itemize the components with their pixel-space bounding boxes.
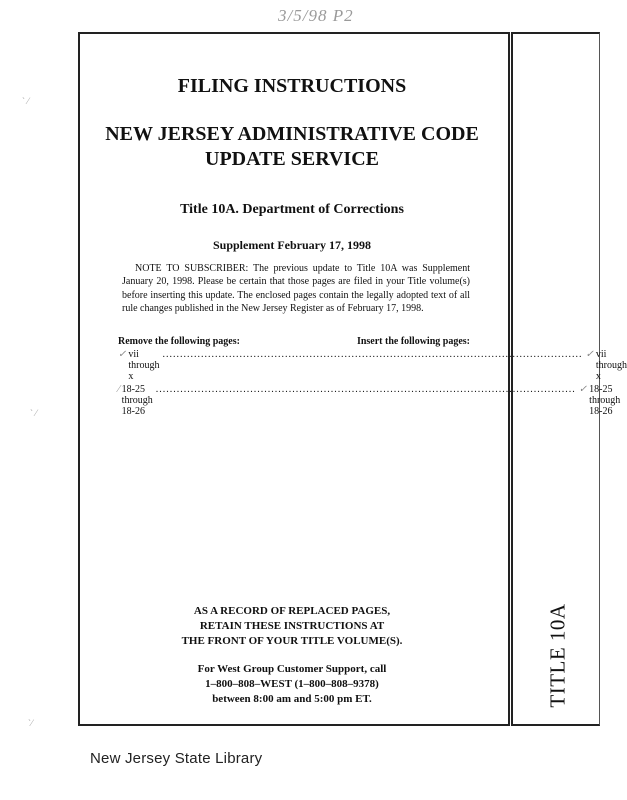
table-row	[118, 384, 621, 417]
record-instructions: AS A RECORD OF REPLACED PAGES, RETAIN THESE INSTRUCTIONS AT THE FRONT OF YOUR TITLE VOLUME(S).	[181, 605, 403, 647]
margin-mark: ` ⁄	[30, 408, 37, 418]
leader-dots: ........................................................................................................................	[155, 384, 576, 395]
note-to-subscriber: NOTE TO SUBSCRIBER: The previous update to Title 10A was Supplement January 20, 1998. Please be certain that those pages are filed in your Title volume(s) before inserting this update. The enclosed pages contain the legally adopted text of all rule changes published in the New Jersey Register as of February 17, 1998.	[122, 263, 470, 315]
title-department: Title 10A. Department of Corrections	[180, 202, 404, 217]
checkmark-icon: ✓	[578, 384, 588, 395]
insert-header: Insert the following pages:	[356, 336, 470, 347]
page-title: FILING INSTRUCTIONS	[177, 75, 407, 97]
table-row	[118, 349, 627, 382]
handwritten-note: 3/5/98 P2	[278, 6, 354, 25]
filing-table	[118, 336, 627, 417]
insert-pages: vii through x	[595, 349, 627, 382]
filing-table-header	[118, 336, 470, 347]
checkmark-icon: ⁄	[118, 384, 120, 395]
page-subtitle: NEW JERSEY ADMINISTRATIVE CODE UPDATE SERVICE	[105, 123, 479, 170]
remove-pages: 18-25 through 18-26	[121, 384, 153, 417]
library-stamp: New Jersey State Library	[90, 750, 263, 767]
checkmark-icon: ✓	[585, 349, 594, 360]
supplement-date: Supplement February 17, 1998	[212, 238, 371, 252]
leader-dots: ........................................................................................................................	[162, 349, 583, 360]
spine-label: TITLE 10A	[545, 602, 570, 708]
margin-mark: ` ⁄	[22, 96, 29, 106]
remove-header: Remove the following pages:	[118, 336, 240, 347]
remove-pages: vii through x	[128, 349, 160, 382]
insert-pages: 18-25 through 18-26	[589, 384, 621, 417]
customer-support-info: For West Group Customer Support, call 1–800–808–WEST (1–800–808–9378) between 8:00 am and 5:00 pm ET.	[197, 663, 387, 705]
margin-mark: `⁄	[28, 718, 33, 728]
checkmark-icon: ✓	[118, 349, 127, 360]
